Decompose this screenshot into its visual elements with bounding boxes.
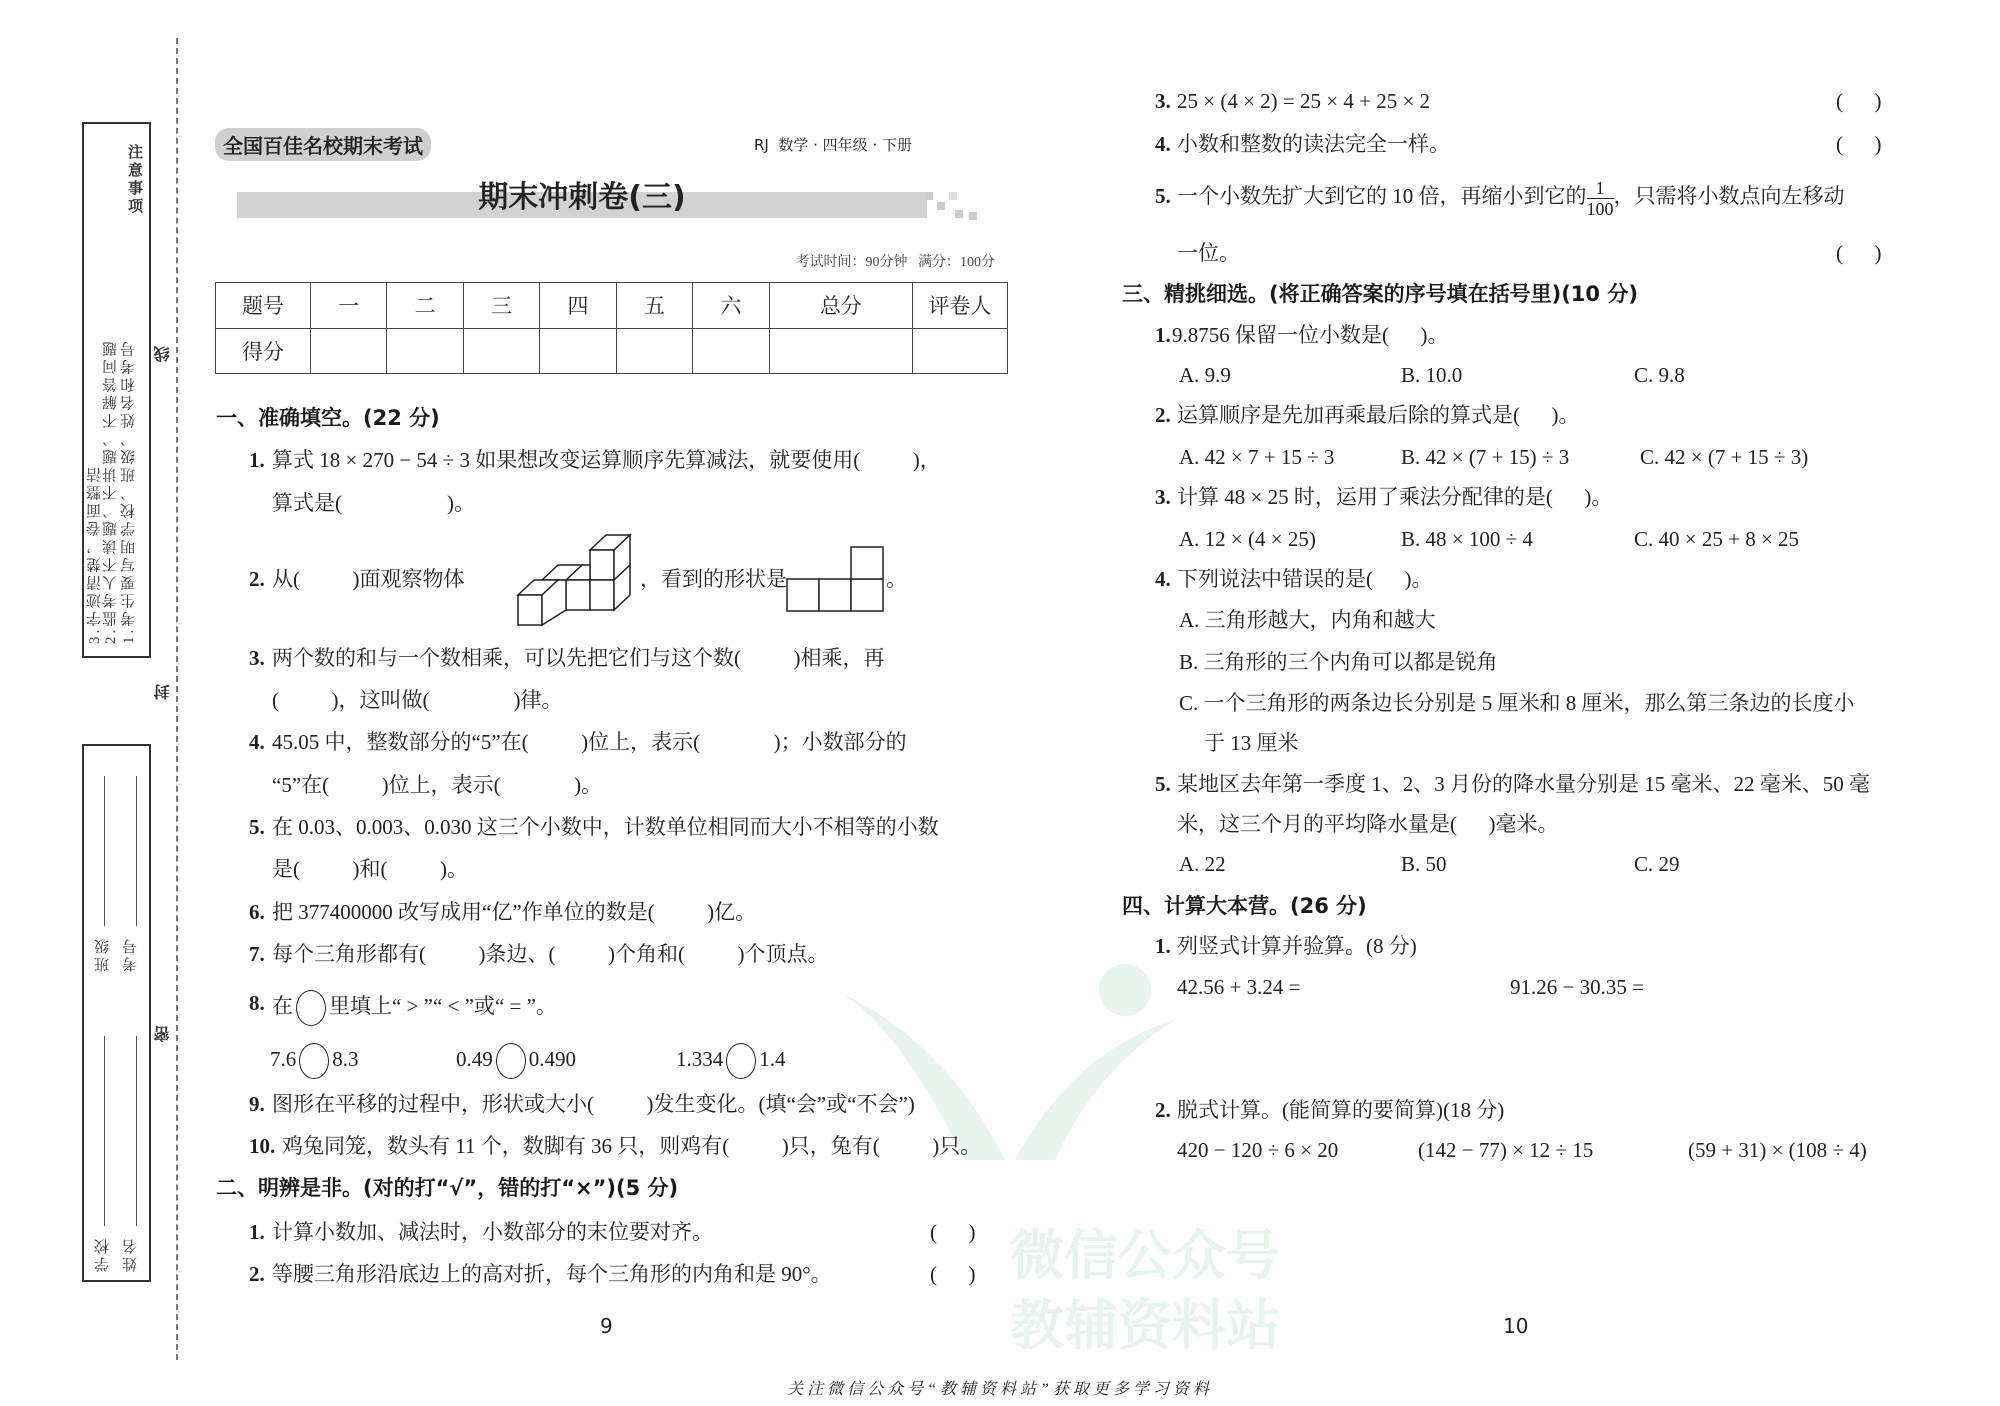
item-number: 1.: [249, 448, 265, 472]
question-text: 45.05 中，整数部分的“5”在( )位上，表示( )；小数部分的: [272, 730, 907, 754]
answer-circle[interactable]: [726, 1043, 756, 1079]
title-bar-pixel-decoration-icon: [925, 190, 980, 222]
section-4-title: 四、计算大本营。(26 分): [1122, 894, 1367, 918]
item-number: 3.: [1155, 485, 1171, 509]
answer-bracket[interactable]: ( ): [930, 1262, 976, 1286]
watermark-text-1: 微信公众号: [1010, 1224, 1280, 1287]
score-header-cell: 五: [616, 283, 692, 329]
question-text: [272, 990, 557, 1026]
score-cell[interactable]: [913, 328, 1008, 374]
item-number: 1.: [1155, 934, 1171, 958]
school-label: 学校: [95, 1236, 111, 1272]
question-text: 一位。: [1177, 241, 1240, 265]
answer-circle[interactable]: [496, 1043, 526, 1079]
score-header-cell: 四: [540, 283, 616, 329]
item-number: 9.: [249, 1092, 265, 1116]
question-text: 每个三角形都有( )条边、( )个角和( )个顶点。: [272, 942, 829, 966]
score-table: [215, 282, 1008, 374]
item-number: 5.: [1155, 772, 1171, 796]
question-text: 下列说法中错误的是( )。: [1177, 567, 1433, 591]
item-number: 1.: [249, 1220, 265, 1244]
question-text: 从( )面观察物体: [272, 567, 465, 591]
item-number: 1.: [1155, 323, 1171, 347]
option-b[interactable]: B. 三角形的三个内角可以都是锐角: [1179, 650, 1498, 674]
expression: 42.56 + 3.24 =: [1177, 975, 1301, 999]
seal-mark-secret: 密: [155, 1026, 172, 1042]
front-view-shape-icon: [786, 545, 886, 613]
binding-dashed-line: [176, 38, 178, 1360]
section-3-title: 三、精挑细选。(将正确答案的序号填在括号里)(10 分): [1122, 282, 1638, 306]
circle-blank-icon: [296, 990, 326, 1026]
comparison-1: [270, 1043, 359, 1079]
student-info-box: [82, 744, 151, 1282]
question-text: [1177, 172, 1845, 220]
left-value: 1.334: [676, 1046, 724, 1071]
item-number: 5.: [249, 815, 265, 839]
expression: 420 − 120 ÷ 6 × 20: [1177, 1138, 1339, 1162]
question-text: 鸡兔同笼，数头有 11 个，数脚有 36 只，则鸡有( )只，兔有( )只。: [282, 1134, 982, 1158]
right-value: 8.3: [332, 1046, 359, 1071]
question-text: 某地区去年第一季度 1、2、3 月份的降水量分别是 15 毫米、22 毫米、50 毫: [1177, 772, 1870, 796]
option-c-cont: 于 13 厘米: [1204, 731, 1299, 755]
series-badge: 全国百佳名校期末考试: [215, 128, 431, 161]
option-b[interactable]: B. 10.0: [1401, 363, 1463, 387]
score-table-header-row: [216, 283, 1008, 329]
fraction-denominator: 100: [1586, 198, 1614, 219]
question-text: 。: [886, 567, 907, 591]
fraction-numerator: 1: [1595, 177, 1605, 198]
score-cell[interactable]: [769, 328, 912, 374]
option-a[interactable]: A. 22: [1179, 852, 1226, 876]
notice-box: [82, 122, 151, 658]
exam-no-label: 考号: [123, 936, 139, 972]
question-text: 25 × (4 × 2) = 25 × 4 + 25 × 2: [1177, 89, 1431, 113]
section-2-title: 二、明辨是非。(对的打“√”，错的打“×”)(5 分): [216, 1176, 679, 1200]
score-header-cell: 一: [311, 283, 387, 329]
question-text: ，看到的形状是: [640, 567, 787, 591]
exam-info: 考试时间：90分钟 满分：100分: [795, 255, 995, 270]
item-number: 4.: [1155, 132, 1171, 156]
notice-label: 注意事项: [126, 144, 142, 216]
school-field[interactable]: [104, 1036, 105, 1226]
class-label: 班级: [95, 936, 111, 972]
expression: 91.26 − 30.35 =: [1510, 975, 1644, 999]
answer-bracket[interactable]: ( ): [930, 1220, 976, 1244]
seal-mark-line: 线: [155, 346, 172, 362]
watermark-text-2: 教辅资料站: [1010, 1294, 1280, 1357]
question-text: ( )，这叫做( )律。: [272, 688, 563, 712]
score-cell[interactable]: [693, 328, 769, 374]
score-header-cell: 题号: [216, 283, 311, 329]
item-number: 3.: [1155, 89, 1171, 113]
question-text: 图形在平移的过程中，形状或大小( )发生变化。(填“会”或“不会”): [272, 1092, 915, 1116]
score-row-label: 得分: [216, 328, 311, 374]
name-label: 姓名: [123, 1236, 139, 1272]
right-value: 0.490: [528, 1046, 576, 1071]
option-b[interactable]: B. 50: [1401, 852, 1447, 876]
notice-line-3: 3.字迹清楚，卷面整洁: [87, 464, 103, 644]
page-number-right: 10: [1503, 1314, 1529, 1338]
item-number: 2.: [249, 1262, 265, 1286]
page-title: 期末冲刺卷(三): [478, 180, 686, 215]
option-a[interactable]: A. 三角形越大，内角和越大: [1179, 608, 1436, 632]
option-a[interactable]: A. 12 × (4 × 25): [1179, 527, 1316, 551]
question-text: 脱式计算。(能简算的要简算)(18 分): [1177, 1098, 1505, 1122]
option-a[interactable]: A. 42 × 7 + 15 ÷ 3: [1179, 445, 1335, 469]
answer-bracket[interactable]: ( ): [1836, 89, 1882, 113]
score-cell[interactable]: [387, 328, 463, 374]
question-text: 算式是( )。: [272, 491, 475, 515]
item-number: 4.: [1155, 567, 1171, 591]
item-number: 2.: [1155, 403, 1171, 427]
score-cell[interactable]: [311, 328, 387, 374]
section-1-title: 一、准确填空。(22 分): [216, 406, 440, 430]
item-number: 7.: [249, 942, 265, 966]
question-text: 列竖式计算并验算。(8 分): [1177, 934, 1417, 958]
left-value: 0.49: [456, 1046, 493, 1071]
page-number-left: 9: [600, 1314, 613, 1338]
score-cell[interactable]: [616, 328, 692, 374]
item-number: 10.: [249, 1134, 276, 1158]
item-number: 5.: [1155, 184, 1171, 208]
answer-bracket[interactable]: ( ): [1836, 132, 1882, 156]
expression: (142 − 77) × 12 ÷ 15: [1418, 1138, 1594, 1162]
question-text: “5”在( )位上，表示( )。: [272, 773, 603, 797]
score-cell[interactable]: [463, 328, 539, 374]
item-number: 6.: [249, 900, 265, 924]
question-text: 算式 18 × 270 − 54 ÷ 3 如果想改变运算顺序先算减法，就要使用( )，: [272, 448, 941, 472]
comparison-2: [456, 1043, 576, 1079]
question-text: 运算顺序是先加再乘最后除的算式是( )。: [1177, 403, 1580, 427]
option-c[interactable]: C. 42 × (7 + 15 ÷ 3): [1640, 445, 1809, 469]
question-text: 是( )和( )。: [272, 857, 468, 881]
option-a[interactable]: A. 9.9: [1179, 363, 1231, 387]
right-value: 1.4: [759, 1046, 786, 1071]
question-text: 计算 48 × 25 时，运用了乘法分配律的是( )。: [1177, 485, 1613, 509]
score-cell[interactable]: [540, 328, 616, 374]
cube-stack-figure-icon: [508, 530, 638, 630]
expression: (59 + 31) × (108 ÷ 4): [1688, 1138, 1867, 1162]
exam-no-field[interactable]: [136, 776, 137, 926]
subject-label: RJ 数学 · 四年级 · 下册: [754, 136, 912, 154]
question-text: 9.8756 保留一位小数是( )。: [1172, 323, 1449, 347]
seal-mark-seal: 封: [155, 684, 172, 700]
question-text-part: 在: [272, 993, 293, 1018]
option-c[interactable]: C. 40 × 25 + 8 × 25: [1634, 527, 1800, 551]
fraction: [1587, 178, 1614, 219]
score-header-cell: 评卷人: [913, 283, 1008, 329]
question-text: 两个数的和与一个数相乘，可以先把它们与这个数( )相乘，再: [272, 646, 885, 670]
answer-bracket[interactable]: ( ): [1836, 241, 1882, 265]
left-value: 7.6: [270, 1046, 297, 1071]
score-table-score-row: [216, 328, 1008, 374]
footer-note: 关注微信公众号“教辅资料站”获取更多学习资料: [787, 1381, 1213, 1398]
answer-circle[interactable]: [299, 1043, 329, 1079]
item-number: 4.: [249, 730, 265, 754]
question-text: 把 377400000 改写成用“亿”作单位的数是( )亿。: [272, 900, 757, 924]
score-header-cell: 总分: [769, 283, 912, 329]
question-text: 计算小数加、减法时，小数部分的末位要对齐。: [272, 1220, 713, 1244]
item-number: 3.: [249, 646, 265, 670]
item-number: 2.: [1155, 1098, 1171, 1122]
score-header-cell: 三: [463, 283, 539, 329]
option-c[interactable]: C. 9.8: [1634, 363, 1685, 387]
score-header-cell: 二: [387, 283, 463, 329]
score-header-cell: 六: [693, 283, 769, 329]
option-c[interactable]: C. 一个三角形的两条边长分别是 5 厘米和 8 厘米，那么第三条边的长度小: [1179, 691, 1855, 715]
notice-line-2: 2.监考人不读题、不讲题、不解答问题: [103, 338, 119, 644]
question-text: 小数和整数的读法完全一样。: [1177, 132, 1450, 156]
question-text: 在 0.03、0.003、0.030 这三个小数中，计数单位相同而大小不相等的小数: [272, 815, 939, 839]
option-b[interactable]: B. 48 × 100 ÷ 4: [1401, 527, 1533, 551]
item-number: 2.: [249, 567, 265, 591]
option-b[interactable]: B. 42 × (7 + 15) ÷ 3: [1401, 445, 1570, 469]
comparison-3: [676, 1043, 786, 1079]
notice-line-1: 1.考生要写明学校、班级、姓名和考号: [121, 338, 137, 644]
question-text-part: 一个小数先扩大到它的 10 倍，再缩小到它的: [1177, 184, 1587, 208]
class-field[interactable]: [104, 776, 105, 926]
item-number: 8.: [249, 991, 265, 1015]
question-text-part: 里填上“ > ”“ < ”或“ = ”。: [329, 993, 557, 1018]
name-field[interactable]: [136, 1036, 137, 1226]
question-text-part: ，只需将小数点向左移动: [1613, 184, 1845, 208]
question-text: 米，这三个月的平均降水量是( )毫米。: [1177, 812, 1559, 836]
option-c[interactable]: C. 29: [1634, 852, 1680, 876]
question-text: 等腰三角形沿底边上的高对折，每个三角形的内角和是 90°。: [272, 1262, 832, 1286]
